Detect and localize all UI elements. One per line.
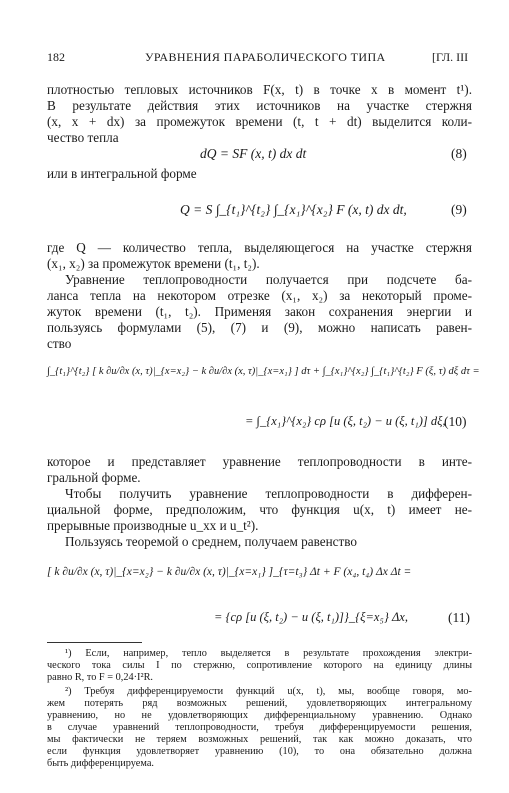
paragraph-line: плотностью тепловых источников F(x, t) в точке x в момент t¹). [47, 82, 472, 97]
paragraph-line: циальной форме, предположим, что функция u(x, t) имеет не- [47, 502, 472, 517]
paragraph-line: Уравнение теплопроводности получается при подсчете ба- [65, 272, 472, 287]
equation-number: (11) [448, 610, 470, 625]
footnote-line: мы фактически не теряем возможных решений, так как можно доказать, что [47, 734, 472, 745]
paragraph-line: Пользуясь теоремой о среднем, получаем равенство [65, 534, 357, 549]
paragraph-line: прерывные производные u_xx и u_t²). [47, 518, 259, 533]
equation-number: (8) [451, 146, 467, 161]
equation-number: (9) [451, 202, 467, 217]
paragraph-line: Чтобы получить уравнение теплопроводности в дифферен- [65, 486, 472, 501]
equation-11-line-1: [ k ∂u/∂x (x, τ)|_{x=x₂} − k ∂u/∂x (x, τ)|_{x=x₁} ]_{τ=t₃} Δt + F (x₄, t₄) Δx Δt = [47, 566, 412, 578]
paragraph-line: ланса тепла на некотором отрезке (x₁, x₂) за некоторый проме- [47, 288, 472, 303]
footnote-line: ¹) Если, например, тепло выделяется в результате прохождения электри- [65, 648, 472, 659]
paragraph-line: пользуясь формулами (5), (7) и (9), можно написать равен- [47, 320, 472, 335]
paragraph-line: (x₁, x₂) за промежуток времени (t₁, t₂). [47, 256, 260, 271]
equation-9: Q = S ∫_{t₁}^{t₂} ∫_{x₁}^{x₂} F (x, t) dx dt, [180, 202, 407, 217]
paragraph-line: которое и представляет уравнение теплопроводности в инте- [47, 454, 472, 469]
footnote-line: в случае уравнений теплопроводности, требуя дифференцируемости решения, [47, 722, 472, 733]
running-title: УРАВНЕНИЯ ПАРАБОЛИЧЕСКОГО ТИПА [145, 50, 386, 64]
footnote-rule [47, 642, 142, 643]
footnote-line: равно R, то F = 0,24·I²R. [47, 672, 154, 683]
equation-11-line-2: = {cρ [u (ξ, t₂) − u (ξ, t₁)]}_{ξ=x₅} Δx, [214, 610, 408, 624]
paragraph-line: В результате действия этих источников на участке стержня [47, 98, 472, 113]
equation-number: (10) [444, 414, 467, 429]
chapter-label: [ГЛ. III [432, 50, 469, 64]
footnote-line: ческого тока силы I по стержню, сопротивление которого на единицу длины [47, 660, 472, 671]
paragraph-line: чество тепла [47, 130, 119, 145]
paragraph-line: где Q — количество тепла, выделяющегося на участке стержня [47, 240, 472, 255]
footnote-line: уравнению, но не удовлетворяющих дифференциальному уравнению. Однако [47, 710, 472, 721]
equation-8: dQ = SF (x, t) dx dt [200, 146, 307, 161]
paragraph-line: (x, x + dx) за промежуток времени (t, t + dt) выделится коли- [47, 114, 472, 129]
page-number: 182 [47, 50, 65, 64]
paragraph-line: жуток времени (t₁, t₂). Применяя закон сохранения энергии и [47, 304, 472, 319]
paragraph-line: ство [47, 336, 72, 351]
equation-10-line-1: ∫_{t₁}^{t₂} [ k ∂u/∂x (x, τ)|_{x=x₂} − k ∂u/∂x (x, τ)|_{x=x₁} ] dτ + ∫_{x₁}^{x₂} ∫_{t₁}^{t₂} F (ξ, τ) dξ dτ = [47, 366, 480, 377]
footnote-line: жем потерять ряд возможных решений, удовлетворяющих интегральному [47, 698, 472, 709]
paragraph-line: или в интегральной форме [47, 166, 197, 181]
footnote-line: ²) Требуя дифференцируемости функций u(x, t), мы, вообще говоря, мо- [65, 686, 472, 697]
equation-10-line-2: = ∫_{x₁}^{x₂} cρ [u (ξ, t₂) − u (ξ, t₁)] dξ, [245, 414, 446, 428]
paragraph-line: гральной форме. [47, 470, 141, 485]
footnote-line: быть дифференцируема. [47, 758, 154, 769]
footnote-line: если функция удовлетворяет уравнению (10), то она обязательно должна [47, 746, 472, 757]
